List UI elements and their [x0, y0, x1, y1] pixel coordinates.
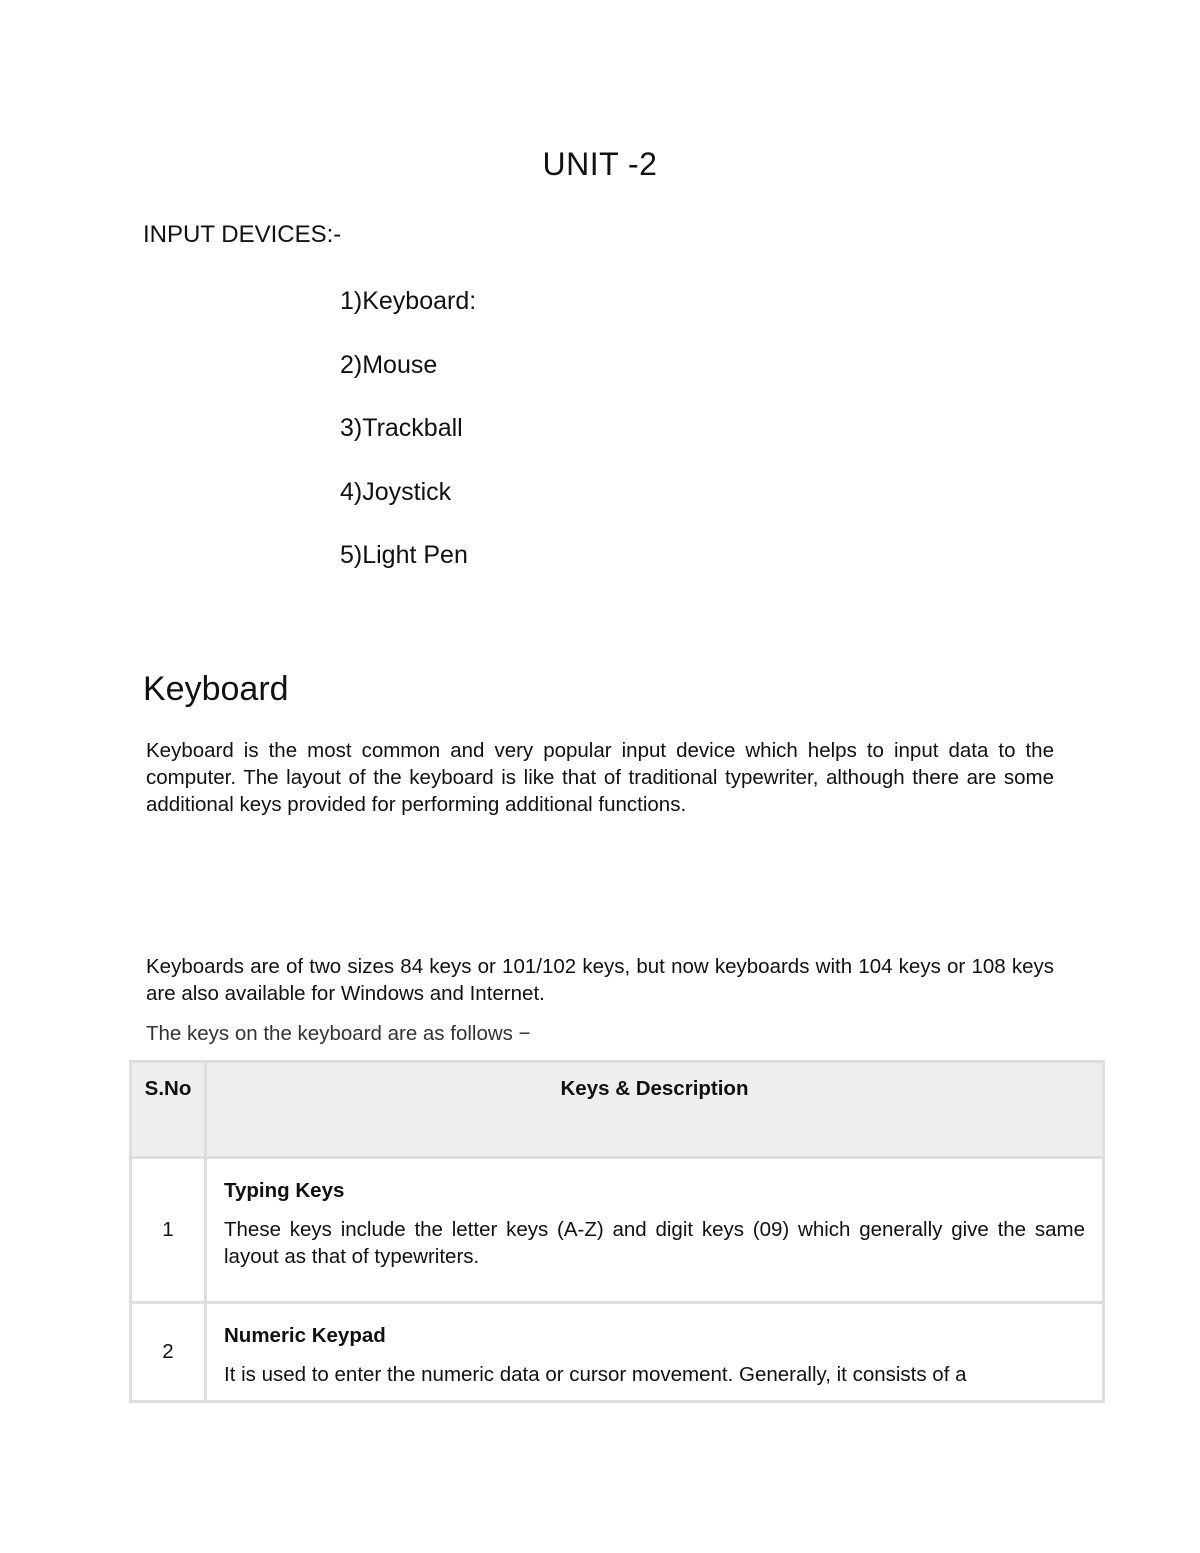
- table-header-row: [131, 1062, 1104, 1158]
- row-sno: 2: [131, 1303, 206, 1402]
- list-item: 3)Trackball: [340, 414, 463, 442]
- keyboard-paragraph-keys-intro: The keys on the keyboard are as follows −: [146, 1022, 531, 1045]
- keyboard-paragraph-intro: Keyboard is the most common and very popular input device which helps to input data to the computer. The layout of the keyboard is like that of traditional typewriter, although there are some additional keys provided for performing additional functions.: [146, 739, 1054, 816]
- keyboard-heading: Keyboard: [143, 670, 289, 708]
- header-keys-description: Keys & Description: [206, 1062, 1104, 1158]
- row-description-cell: [206, 1158, 1104, 1303]
- section-label: INPUT DEVICES:-: [143, 221, 342, 248]
- key-name: Typing Keys: [224, 1179, 345, 1202]
- keyboard-paragraph-sizes: Keyboards are of two sizes 84 keys or 101/102 keys, but now keyboards with 104 keys or 108 keys are also available for Windows and Internet.: [146, 955, 1054, 1005]
- list-item: 5)Light Pen: [340, 541, 468, 569]
- row-sno: 1: [131, 1158, 206, 1303]
- row-description-cell: [206, 1303, 1104, 1402]
- table-row: [131, 1158, 1104, 1303]
- page-title: UNIT -2: [542, 146, 658, 182]
- list-item: 4)Joystick: [340, 477, 452, 506]
- device-list: [340, 283, 476, 601]
- header-sno: S.No: [131, 1062, 206, 1158]
- key-description: These keys include the letter keys (A-Z) and digit keys (09) which generally give the same layout as that of typewriters.: [224, 1218, 1085, 1268]
- key-description: It is used to enter the numeric data or cursor movement. Generally, it consists of a: [224, 1363, 967, 1386]
- list-item: 2)Mouse: [340, 350, 438, 379]
- list-item: 1)Keyboard:: [340, 287, 477, 315]
- keys-table: [129, 1060, 1105, 1403]
- key-name: Numeric Keypad: [224, 1324, 386, 1347]
- table-row: [131, 1303, 1104, 1402]
